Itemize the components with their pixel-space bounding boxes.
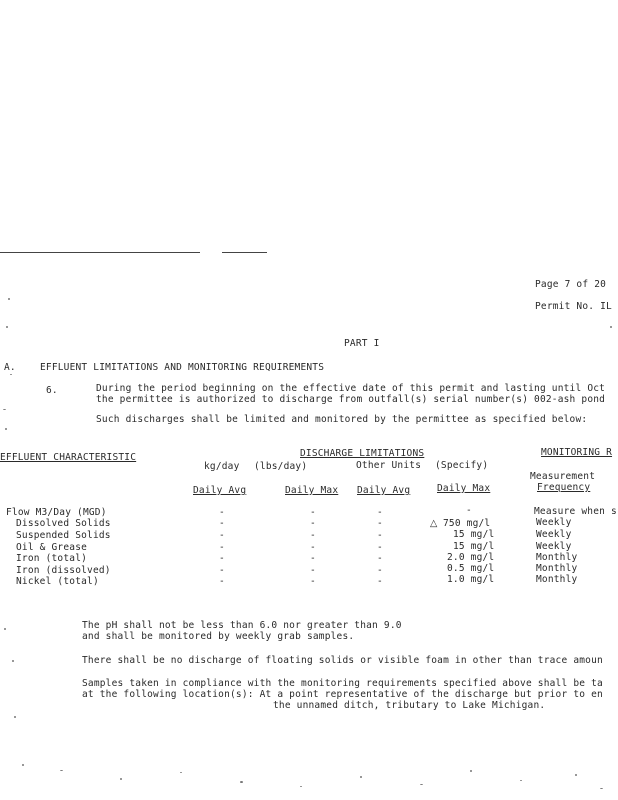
- row-iron-total-c3: -: [377, 553, 383, 564]
- row-oil-grease-c3: -: [377, 542, 383, 553]
- header-monitoring: MONITORING R: [541, 447, 613, 458]
- row-suspended-solids-c4: 15 mg/l: [453, 529, 495, 540]
- row-suspended-solids-c2: -: [310, 530, 316, 541]
- row-iron-total-c1: -: [219, 553, 225, 564]
- samples-note-line1: Samples taken in compliance with the monitoring requirements specified above shall be ta: [82, 678, 603, 689]
- row-nickel-total-name: Nickel (total): [16, 576, 99, 587]
- row-nickel-total-c4: 1.0 mg/l: [447, 574, 495, 585]
- row-iron-dissolved-c4: 0.5 mg/l: [447, 563, 495, 574]
- row-iron-total-freq: Monthly: [536, 552, 578, 563]
- row-flow-name: Flow M3/Day (MGD): [6, 507, 107, 518]
- scan-rule-top: [0, 252, 200, 253]
- header-daily-avg-2: Daily Avg: [357, 485, 411, 496]
- row-suspended-solids-c3: -: [377, 530, 383, 541]
- row-flow-c3: -: [377, 507, 383, 518]
- revision-triangle-icon: △: [430, 518, 438, 529]
- row-dissolved-solids-c3: -: [377, 518, 383, 529]
- row-flow-c4: -: [466, 505, 472, 516]
- ph-note-line1: The pH shall not be less than 6.0 nor greater than 9.0: [82, 620, 402, 631]
- subheader-other-units: Other Units: [356, 460, 422, 471]
- row-dissolved-solids-c1: -: [219, 518, 225, 529]
- row-dissolved-solids-c4: 750 mg/l: [443, 518, 491, 529]
- row-nickel-total-c2: -: [310, 576, 316, 587]
- part-title: PART I: [344, 338, 380, 349]
- section-marker: A.: [4, 362, 16, 373]
- section-title: EFFLUENT LIMITATIONS AND MONITORING REQUIREMENTS: [40, 362, 325, 373]
- header-daily-max-2: Daily Max: [437, 483, 491, 494]
- header-daily-max-1: Daily Max: [285, 485, 339, 496]
- row-iron-total-name: Iron (total): [16, 553, 88, 564]
- row-flow-c2: -: [310, 507, 316, 518]
- row-suspended-solids-name: Suspended Solids: [16, 530, 111, 541]
- row-oil-grease-freq: Weekly: [536, 541, 572, 552]
- page-number: Page 7 of 20: [535, 279, 607, 290]
- row-flow-freq: Measure when s: [534, 506, 617, 517]
- subheader-kgday: kg/day: [204, 461, 240, 472]
- row-dissolved-solids-c2: -: [310, 518, 316, 529]
- row-iron-dissolved-freq: Monthly: [536, 563, 578, 574]
- header-discharge-limitations: DISCHARGE LIMITATIONS: [300, 448, 425, 459]
- row-iron-total-c4: 2.0 mg/l: [447, 552, 495, 563]
- header-daily-avg-1: Daily Avg: [193, 485, 247, 496]
- subheader-lbsday: (lbs/day): [254, 461, 308, 472]
- row-nickel-total-c1: -: [219, 576, 225, 587]
- row-iron-dissolved-c1: -: [219, 565, 225, 576]
- paragraph-period-line1: During the period beginning on the effective date of this permit and lasting until Oct: [96, 383, 606, 394]
- row-iron-dissolved-c2: -: [310, 565, 316, 576]
- row-iron-dissolved-c3: -: [377, 565, 383, 576]
- permit-number: Permit No. IL: [535, 301, 612, 312]
- scan-rule-top-fragment: [222, 252, 267, 253]
- row-iron-total-c2: -: [310, 553, 316, 564]
- item-number: 6.: [46, 385, 58, 396]
- paragraph-period-line2: the permittee is authorized to discharge from outfall(s) serial number(s) 002-ash pond: [96, 394, 606, 405]
- row-oil-grease-c2: -: [310, 542, 316, 553]
- row-nickel-total-freq: Monthly: [536, 574, 578, 585]
- row-dissolved-solids-freq: Weekly: [536, 517, 572, 528]
- floating-solids-note: There shall be no discharge of floating solids or visible foam in other than trace amoun: [82, 655, 603, 666]
- header-frequency: Frequency: [537, 482, 591, 493]
- header-effluent-characteristic: EFFLUENT CHARACTERISTIC: [0, 452, 137, 463]
- row-suspended-solids-freq: Weekly: [536, 529, 572, 540]
- ph-note-line2: and shall be monitored by weekly grab samples.: [82, 631, 355, 642]
- subheader-specify: (Specify): [435, 460, 489, 471]
- samples-note-line2: at the following location(s): At a point representative of the discharge but prior to en: [82, 689, 603, 700]
- row-iron-dissolved-name: Iron (dissolved): [16, 565, 111, 576]
- row-oil-grease-c1: -: [219, 542, 225, 553]
- row-flow-c1: -: [219, 507, 225, 518]
- row-oil-grease-name: Oil & Grease: [16, 542, 88, 553]
- row-suspended-solids-c1: -: [219, 530, 225, 541]
- samples-note-line3: the unnamed ditch, tributary to Lake Michigan.: [273, 700, 546, 711]
- paragraph-limited: Such discharges shall be limited and monitored by the permittee as specified below:: [96, 414, 588, 425]
- row-nickel-total-c3: -: [377, 576, 383, 587]
- header-measurement: Measurement: [530, 471, 596, 482]
- row-dissolved-solids-name: Dissolved Solids: [16, 518, 111, 529]
- row-oil-grease-c4: 15 mg/l: [453, 541, 495, 552]
